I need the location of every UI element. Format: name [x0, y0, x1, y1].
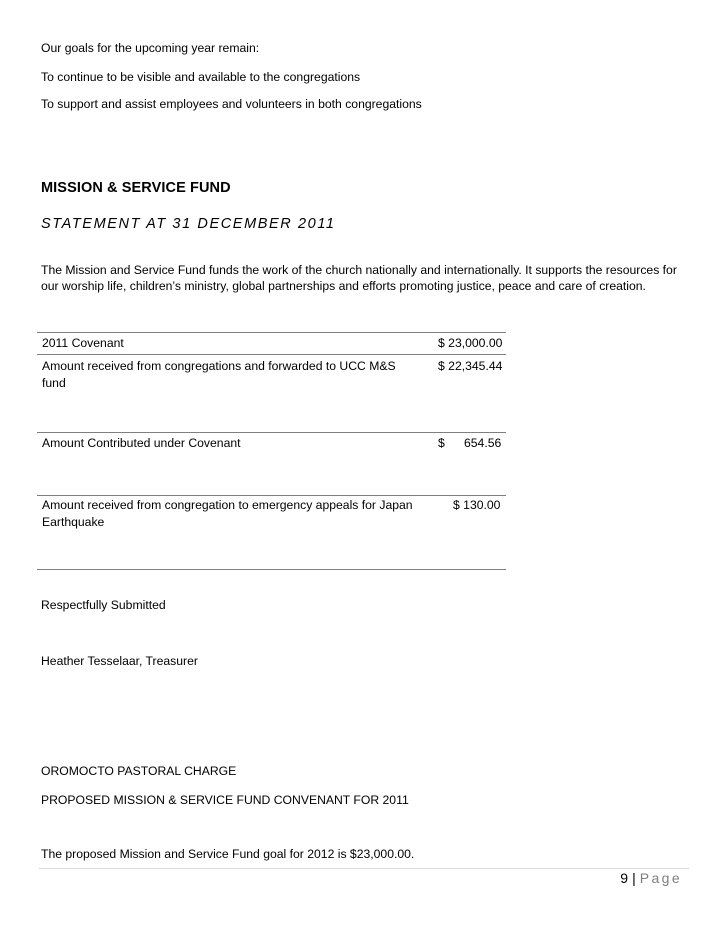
row-label: Amount received from congregations and forwarded to UCC M&S — [42, 359, 396, 373]
goal-item-1: To continue to be visible and available to the congregations — [41, 70, 361, 84]
row-label: Amount received from congregation to emergency appeals for Japan — [42, 498, 413, 512]
footer-divider — [39, 868, 689, 869]
section-subtitle: STATEMENT AT 31 DECEMBER 2011 — [41, 216, 336, 232]
page-number: 9 — [620, 870, 629, 886]
page-label: Page — [639, 870, 682, 886]
page-separator: | — [632, 870, 636, 886]
row-amount: 654.56 — [464, 436, 502, 450]
proposal-goal: The proposed Mission and Service Fund goal for 2012 is $23,000.00. — [41, 847, 415, 861]
table-rule-bottom — [37, 569, 506, 570]
row-label-continued: fund — [42, 376, 66, 390]
org-name: OROMOCTO PASTORAL CHARGE — [41, 764, 237, 778]
respectfully-submitted: Respectfully Submitted — [41, 598, 166, 612]
row-label: 2011 Covenant — [42, 336, 124, 350]
goals-heading: Our goals for the upcoming year remain: — [41, 41, 260, 55]
row-label: Amount Contributed under Covenant — [42, 436, 241, 450]
row-amount: $ 22,345.44 — [438, 359, 503, 373]
proposal-title: PROPOSED MISSION & SERVICE FUND CONVENANT FOR 2011 — [41, 793, 409, 807]
table-rule — [37, 354, 506, 355]
description-line-1: The Mission and Service Fund funds the work of the church nationally and internationally. It supports the resources for — [41, 263, 677, 277]
row-amount: $ 23,000.00 — [438, 336, 503, 350]
row-amount: $ 130.00 — [453, 498, 501, 512]
treasurer-signature: Heather Tesselaar, Treasurer — [41, 654, 198, 668]
row-label-continued: Earthquake — [42, 515, 105, 529]
row-amount-symbol: $ — [438, 436, 445, 450]
table-rule — [37, 432, 506, 433]
goal-item-2: To support and assist employees and volunteers in both congregations — [41, 97, 422, 111]
section-title: MISSION & SERVICE FUND — [41, 180, 231, 196]
description-line-2: our worship life, children’s ministry, global partnerships and efforts promoting justice, peace and care of creation. — [41, 279, 646, 293]
table-rule — [37, 495, 506, 496]
page-footer — [620, 870, 682, 886]
table-rule-top — [37, 332, 506, 333]
